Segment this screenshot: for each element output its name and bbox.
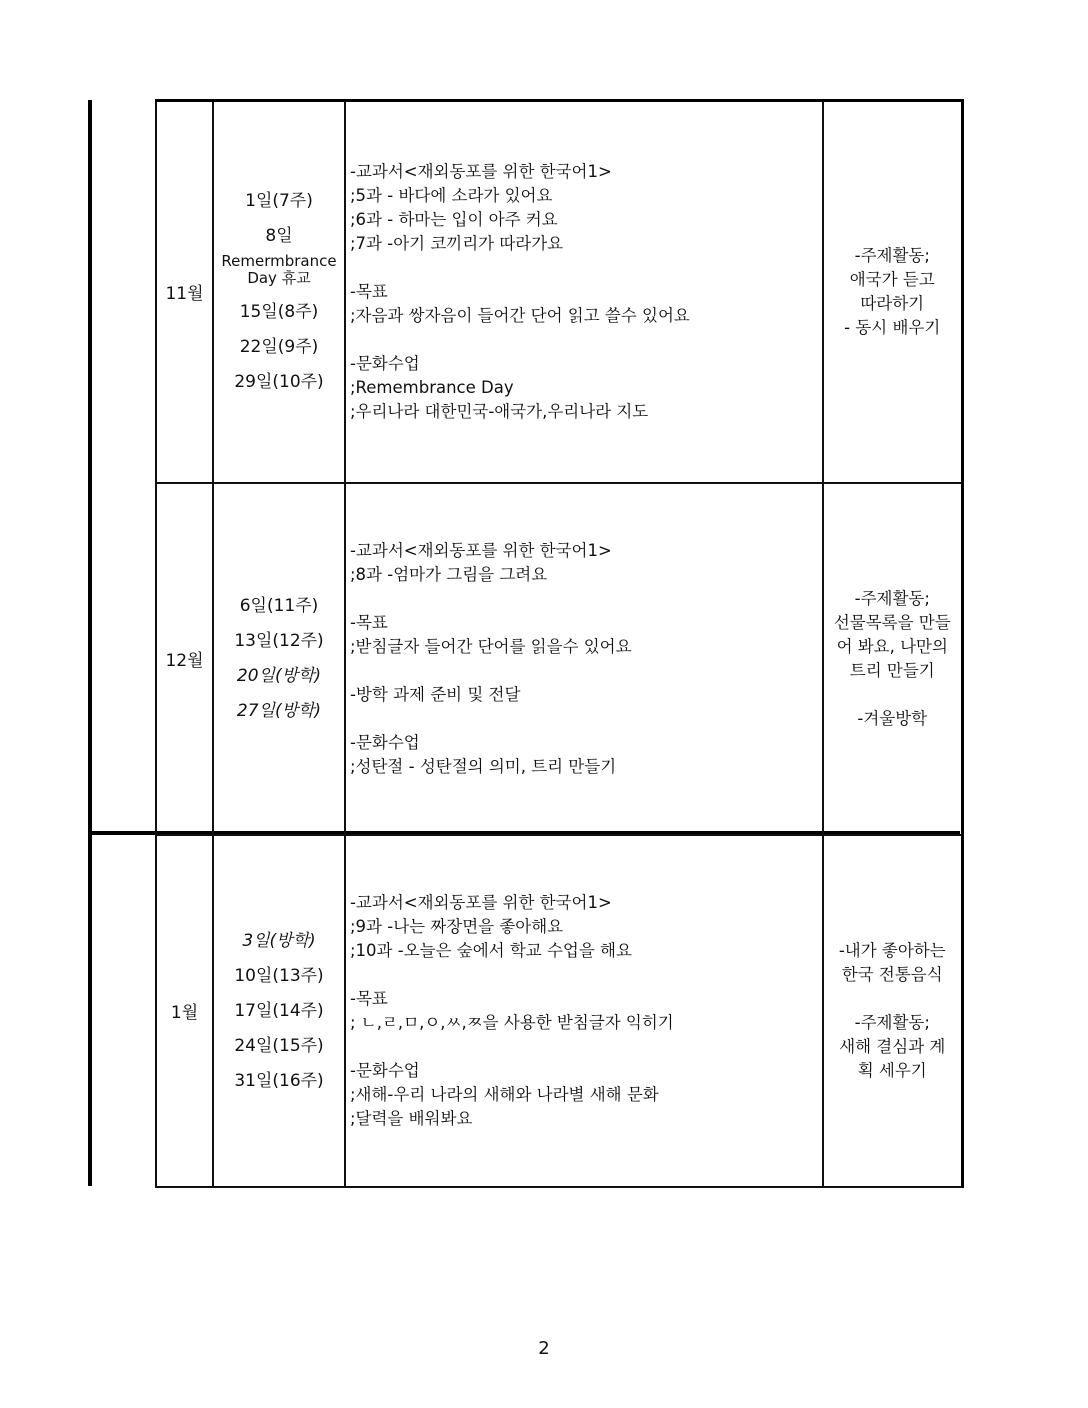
date-entry: 8일 xyxy=(265,226,293,247)
content-cell xyxy=(345,483,823,835)
text-line: -목표 xyxy=(350,988,388,1008)
date-entry: 10일(13주) xyxy=(234,965,324,986)
text-line: ;Remembrance Day xyxy=(350,377,514,397)
text-line: ;7과 -아기 코끼리가 따라가요 xyxy=(350,233,564,253)
date-entry: 22일(9주) xyxy=(239,337,319,358)
text-line: ; ㄴ,ㄹ,ㅁ,ㅇ,ㅆ,ㅉ을 사용한 받침글자 익히기 xyxy=(350,1012,674,1032)
text-line: ;달력을 배워봐요 xyxy=(350,1108,473,1128)
text-line: ;받침글자 들어간 단어를 읽을수 있어요 xyxy=(350,636,632,656)
text-line: ;5과 - 바다에 소라가 있어요 xyxy=(350,185,553,205)
activity-cell xyxy=(823,835,962,1187)
page-number: 2 xyxy=(538,1338,550,1359)
text-line: -교과서<재외동포를 위한 한국어1> xyxy=(350,540,612,560)
text-line: 애국가 듣고 xyxy=(849,269,935,289)
text-line: ;8과 -엄마가 그림을 그려요 xyxy=(350,564,548,584)
text-line: -주제활동; xyxy=(854,588,930,608)
text-line: 트리 만들기 xyxy=(849,660,935,680)
text-line: 선물목록을 만들 xyxy=(833,612,951,632)
activity-cell xyxy=(823,101,962,483)
text-line: -문화수업 xyxy=(350,1060,420,1080)
text-line: -주제활동; xyxy=(854,1012,930,1032)
text-line: ;우리나라 대한민국-애국가,우리나라 지도 xyxy=(350,401,649,421)
text-line: ;자음과 쌍자음이 들어간 단어 읽고 쓸수 있어요 xyxy=(350,305,690,325)
text-line: -주제활동; xyxy=(854,245,930,265)
text-line: ;새해-우리 나라의 새해와 나라별 새해 문화 xyxy=(350,1084,659,1104)
text-line: ;10과 -오늘은 숲에서 학교 수업을 해요 xyxy=(350,940,632,960)
text-line: -문화수업 xyxy=(350,353,420,373)
date-entry: 20일(방학) xyxy=(236,666,322,686)
content-cell xyxy=(345,835,823,1187)
text-line: - 동시 배우기 xyxy=(844,317,941,337)
date-entry: 31일(16주) xyxy=(234,1070,324,1091)
blank-line xyxy=(350,963,822,987)
text-line: ;9과 -나는 짜장면을 좋아해요 xyxy=(350,916,564,936)
text-line: -목표 xyxy=(350,281,388,301)
text-line: 따라하기 xyxy=(860,293,925,313)
left-margin-rule xyxy=(88,100,92,1186)
table-row-december xyxy=(156,483,962,835)
month-cell: 1월 xyxy=(156,835,213,1187)
blank-line xyxy=(350,587,822,611)
text-line: -교과서<재외동포를 위한 한국어1> xyxy=(350,161,612,181)
content-cell xyxy=(345,101,823,483)
curriculum-table xyxy=(155,99,964,1188)
blank-line xyxy=(824,683,961,707)
blank-line xyxy=(350,659,822,683)
date-entry: 15일(8주) xyxy=(239,302,319,323)
text-line: 한국 전통음식 xyxy=(841,964,943,984)
text-line: -내가 좋아하는 xyxy=(838,940,946,960)
dates-cell xyxy=(213,835,345,1187)
blank-line xyxy=(350,328,822,352)
table-row-november xyxy=(156,101,962,483)
text-line: 획 세우기 xyxy=(857,1060,927,1080)
text-line: ;성탄절 - 성탄절의 의미, 트리 만들기 xyxy=(350,756,617,776)
date-entry: Remermbrance xyxy=(221,252,337,271)
date-entry: 17일(14주) xyxy=(234,1000,324,1021)
dates-cell xyxy=(213,101,345,483)
date-entry: 3일(방학) xyxy=(242,930,316,951)
text-line: -교과서<재외동포를 위한 한국어1> xyxy=(350,892,612,912)
date-entry: 6일(11주) xyxy=(239,596,319,616)
text-line: -목표 xyxy=(350,612,388,632)
text-line: -문화수업 xyxy=(350,732,420,752)
text-line: 어 봐요, 나만의 xyxy=(836,636,948,656)
text-line: -겨울방학 xyxy=(857,708,928,728)
date-entry: 24일(15주) xyxy=(234,1035,324,1056)
date-entry: 29일(10주) xyxy=(234,372,324,393)
date-entry: Day 휴교 xyxy=(247,269,311,288)
date-entry: 13일(12주) xyxy=(234,631,324,651)
text-line: 새해 결심과 계 xyxy=(839,1036,946,1056)
blank-line xyxy=(350,256,822,280)
month-cell: 12월 xyxy=(156,483,213,835)
date-entry: 27일(방학) xyxy=(236,701,322,721)
blank-line xyxy=(824,987,961,1011)
activity-cell xyxy=(823,483,962,835)
date-entry: 1일(7주) xyxy=(245,191,313,212)
month-cell: 11월 xyxy=(156,101,213,483)
table-row-january xyxy=(156,835,962,1187)
blank-line xyxy=(350,707,822,731)
blank-line xyxy=(350,1035,822,1059)
text-line: ;6과 - 하마는 입이 아주 커요 xyxy=(350,209,558,229)
dates-cell xyxy=(213,483,345,835)
text-line: -방학 과제 준비 및 전달 xyxy=(350,684,521,704)
